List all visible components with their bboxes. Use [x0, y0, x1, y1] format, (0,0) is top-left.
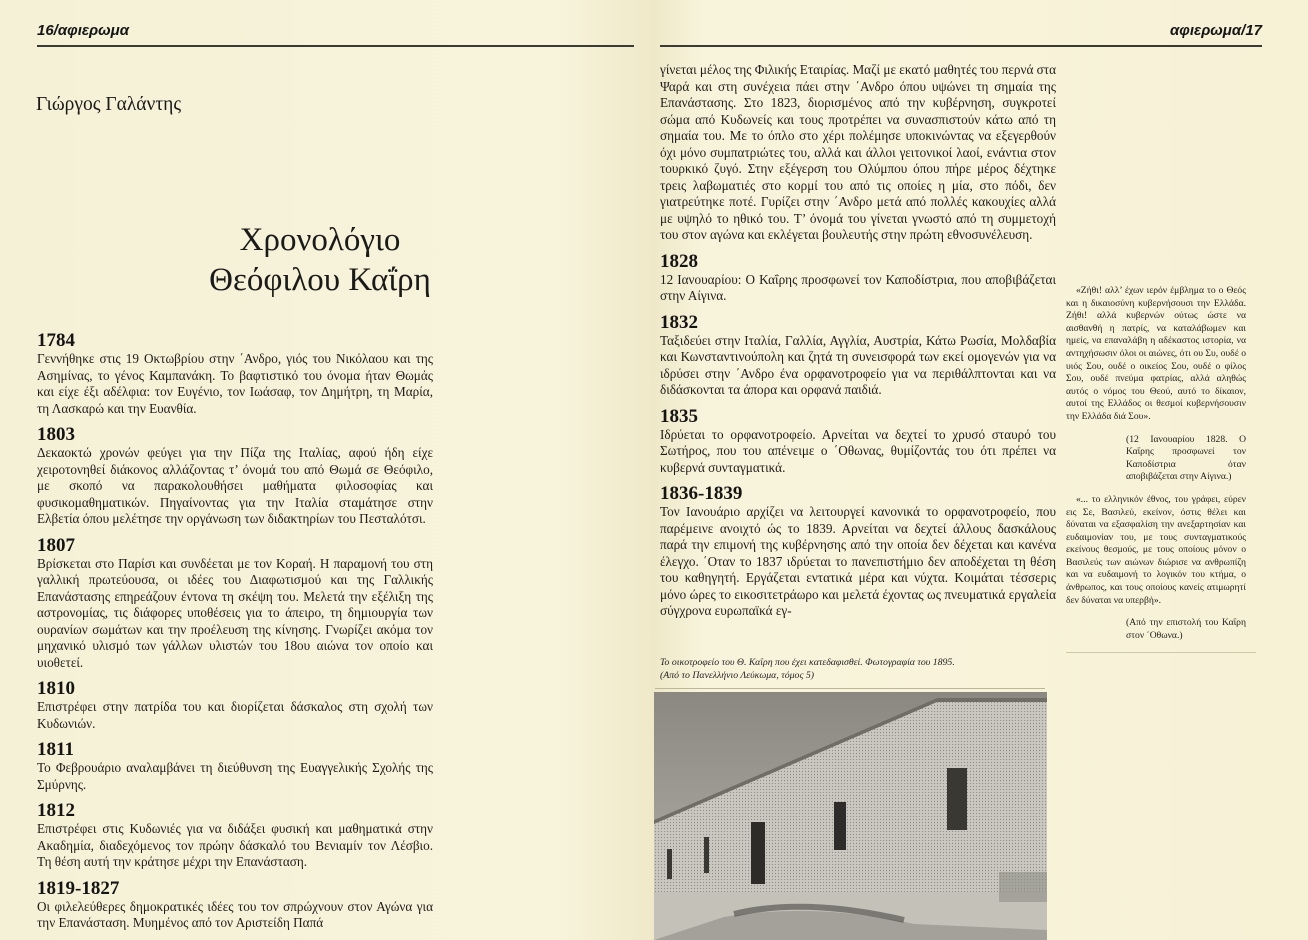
- timeline-entry: [37, 425, 433, 528]
- entry-year: 1811: [37, 739, 74, 760]
- timeline-entry: [37, 740, 433, 793]
- timeline-entry: [660, 484, 1056, 620]
- entry-year: 1836-1839: [660, 483, 743, 504]
- entry-text: Δεκαοκτώ χρονών φεύγει για την Πίζα της Ιταλίας, αφού ήδη είχε χειροτονηθεί διάκονος αλλάζοντας τ’ όνομά του από Θωμά σε Θεόφιλο, με σκοπό να παρακολουθήσει μαθήματα φιλοσοφίας και φυσικομαθηματικών. Πηγαίνοντας για την Ιταλία σταμάτησε στην Ελβετία όπου μελέτησε την οργάνωση των διδακτηρίων του Πεσταλότσι.: [37, 445, 433, 526]
- entry-text: Ταξιδεύει στην Ιταλία, Γαλλία, Αγγλία, Αυστρία, Κάτω Ρωσία, Μολδαβία και Κωνσταντινούπολη και ζητά τη συνεισφορά των εκεί ομογενών για να ιδρύσει στην ΄Ανδρο ένα ορφανοτροφείο για να περιθάλπτονται και να διδάσκονται τα άπορα και ορφανά παιδιά.: [660, 332, 1056, 397]
- entry-text: Τον Ιανουάριο αρχίζει να λειτουργεί κανονικά το ορφανοτροφείο, που παρέμεινε ανοιχτό ώς το 1839. Αρνείται να δεχτεί άλλους δασκάλους παρά την επιμονή της κυβέρνησης από την οποία δεν δέχεται και κανένα έλεγχο. ΄Οταν το 1837 ιδρύεται το πανεπιστήμιο δεν αποδέχεται τη θέση του καθηγητή. Εργάζεται εντατικά μέρα και νύχτα. Κοιμάται τέσσερις μόνο ώρες το εικοσιτετράωρο και μελετά έχοντας ως πνευματικά εργαλεία σύγχρονα ευρωπαϊκά εγ-: [660, 504, 1056, 618]
- entry-text: Οι φιλελεύθερες δημοκρατικές ιδέες του τον σπρώχνουν στον Αγώνα για την Επανάσταση. Μυημένος από τον Αριστείδη Παπά: [37, 898, 433, 930]
- timeline-left: [37, 331, 433, 940]
- caption-divider: [655, 688, 1045, 689]
- running-head-left: 16/αφιερωμα: [37, 22, 129, 39]
- timeline-right: [660, 62, 1056, 628]
- building-photo-illustration: [654, 692, 1047, 940]
- entry-year: 1810: [37, 678, 75, 699]
- timeline-entry: [37, 879, 433, 932]
- entry-year: 1807: [37, 534, 75, 556]
- timeline-entry: [660, 407, 1056, 477]
- quote-kapodistrias: «Ζήθι! αλλ’ έχων ιερόν έμβλημα το ο Θεός και η δικαιοσύνη κυβερνήσουσι την Ελλάδα. Ζήθι! αλλά κυβερνών ούτως ώστε να αισθανθή η πατρίς, να καταλάβωμεν και ημείς, να επαναλάβη η αδέκαστος ιστορία, να αντηχήσωσιν όλοι οι αιώνες, ότι ου Συ, ουδέ ο υιός Σου, ουδέ ο οικείος Σου, ουδέ ο φίλος Σου, ουδέ πνεύμα φατρίας, αλλά αληθώς αυτός ο νόμος του Θεού, αυτό το δίκαιον, αυτοί της Ελλάδος οι θεσμοί κυβερνήσουσιν την Ελλάδα διά Σου».: [1066, 285, 1246, 422]
- article-title: [150, 220, 490, 300]
- header-rule-left: [37, 45, 634, 47]
- title-line-2: Θεόφιλου Καΐρη: [209, 262, 431, 298]
- entry-year: 1832: [660, 311, 698, 333]
- entry-year: 1835: [660, 405, 698, 427]
- timeline-entry: [37, 679, 433, 732]
- timeline-entry: [37, 801, 433, 871]
- entry-text: Επιστρέφει στην πατρίδα του και διορίζεται δάσκαλος στη σχολή των Κυδωνιών.: [37, 699, 433, 731]
- left-page: [0, 0, 652, 940]
- timeline-entry: [37, 331, 433, 417]
- entry-year: 1803: [37, 424, 75, 445]
- timeline-entry: [660, 313, 1056, 399]
- title-line-1: Χρονολόγιο: [239, 222, 401, 258]
- entry-year: 1812: [37, 800, 75, 821]
- entry-text: Το Φεβρουάριο αναλαμβάνει τη διεύθυνση της Ευαγγελικής Σχολής της Σμύρνης.: [37, 760, 433, 792]
- sidebar-quotes: [1066, 285, 1246, 652]
- photo-caption: Το οικοτροφείο του Θ. Καΐρη που έχει κατεδαφισθεί. Φωτογραφία του 1895. (Από το Πανελλήνιο Λεύκωμα, τόμος 5): [660, 657, 955, 681]
- entry-text: Γεννήθηκε στις 19 Οκτωβρίου στην ΄Ανδρο, γιός του Νικόλαου και της Ασημίνας, το γένος Καμπανάκη. Το βαφτιστικό του όνομα ήταν Θωμάς και είχε έξι αδέλφια: τον Ευγένιο, τον Ιωάσαφ, τον Δημήτρη, τη Μαρία, τη Λασκαρώ και την Ευανθία.: [37, 351, 433, 416]
- entry-year: 1828: [660, 250, 698, 272]
- quote-citation: (12 Ιανουαρίου 1828. Ο Καΐρης προσφωνεί τον Καποδίστρια όταν αποβιβάζεται στην Αίγινα.): [1126, 433, 1246, 483]
- entry-year: 1784: [37, 330, 75, 351]
- continuation-text: γίνεται μέλος της Φιλικής Εταιρίας. Μαζί με εκατό μαθητές του περνά στα Ψαρά και στη συνέχεια πάει στην ΄Ανδρο όπου υψώνει τη σημαία της Επανάστασης. Στο 1823, διορισμένος από την κυβέρνηση, συγκροτεί σώμα από Κυδωνείς και τους προτρέπει να συνασπιστούν κάτω από τη σημαία του. Με το όπλο στο χέρι πολέμησε υποκινώντας να εξεγερθούν όχι μόνο συμπατριώτες του, αλλά και άλλοι γειτονικοί λαοί, ενάντια στον τουρκικό ζυγό. Στην εξέγερση του Ολύμπου όπου πήρε μέρος δέχτηκε τρεις λαβωματιές στο κορμί του από τις οποίες η μία, στο πόδι, δεν γιατρεύτηκε ποτέ. Γυρίζει στην ΄Ανδρο μετά από πολλές κακουχίες αλλά με υψηλό το ηθικό του. Τ’ όνομά του γίνεται γνωστό από τη συμμετοχή του στον αγώνα και εκλέγεται βουλευτής στην πρώτη εθνοσυνέλευση.: [660, 62, 1056, 242]
- quote-citation: (Από την επιστολή του Καΐρη στον ΄Οθωνα.): [1126, 617, 1246, 641]
- timeline-entry: [37, 536, 433, 672]
- orphanage-photo: [654, 692, 1047, 940]
- entry-year: 1819-1827: [37, 877, 120, 899]
- entry-text: Βρίσκεται στο Παρίσι και συνδέεται με τον Κοραή. Η παραμονή του στη γαλλική πρωτεύουσα, οι ιδέες του Διαφωτισμού και της Γαλλικής Επανάστασης επηρεάζουν έντονα τη σκέψη του. Μελετά την εξέλιξη της αστρονομίας, τις διάφορες υποθέσεις για το άπειρο, τη δημιουργία των ουρανίων σωμάτων και την προέλευση της κίνησης. Γνωρίζει ακόμα τον μηχανικό υλισμό των γάλλων υλιστών του 18ου αιώνα τον οποίο και υιοθετεί.: [37, 555, 433, 670]
- running-head-right: αφιερωμα/17: [1170, 22, 1262, 39]
- entry-text: 12 Ιανουαρίου: Ο Καΐρης προσφωνεί τον Καποδίστρια, που αποβιβάζεται στην Αίγινα.: [660, 271, 1056, 303]
- quote-otto-letter: «... το ελληνικόν έθνος, του γράφει, εύρεν εις Σε, Βασιλεύ, εκείνον, όστις θέλει και δύναται να εξασφαλίση την ανεξαρτησίαν και ευδαιμονίαν του, με τους συνταγματικούς εκείνους θεσμούς, με τους οποίους μόνον ο Βασιλεύς των αιώνων διώρισε να ανθρωπίζη και να ευδαιμονή το λογικόν του κτήμα, ο άνθρωπος, και τους οποίους κανείς ατιμωρητί δεν δύναται να υπερβή».: [1066, 493, 1246, 606]
- header-rule-right: [660, 45, 1262, 47]
- entry-text: Επιστρέφει στις Κυδωνιές για να διδάξει φυσική και μαθηματικά στην Ακαδημία, διαδεχόμενος τον πρώην δάσκαλό του Βενιαμίν τον Λέσβιο. Τη θέση αυτή την κράτησε μέχρι την Επανάσταση.: [37, 821, 433, 869]
- sidebar-divider: [1066, 652, 1256, 653]
- entry-text: Ιδρύεται το ορφανοτροφείο. Αρνείται να δεχτεί το χρυσό σταυρό του Σωτήρος, που του απένειμε ο ΄Οθωνας, θυμίζοντάς του ότι πρέπει να κυβερνά συνταγματικά.: [660, 426, 1056, 475]
- timeline-entry: [660, 252, 1056, 305]
- continuation-paragraph: [660, 62, 1056, 244]
- author-name: Γιώργος Γαλάντης: [36, 94, 182, 115]
